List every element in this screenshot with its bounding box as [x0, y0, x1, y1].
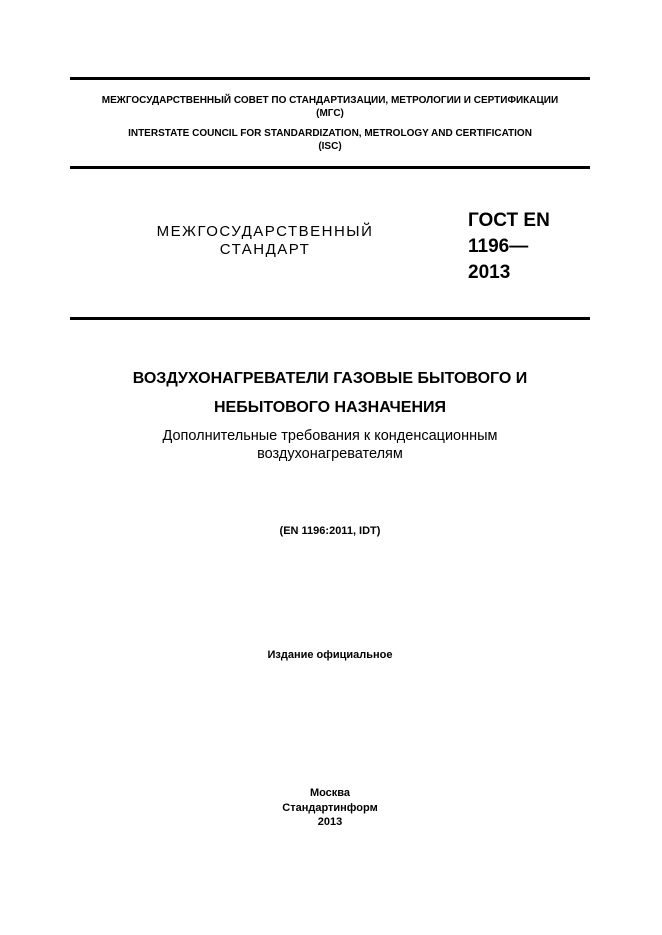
document-title: [70, 364, 590, 422]
document-subtitle: [70, 427, 590, 463]
imprint-year: 2013: [317, 816, 343, 828]
edition-label: Издание официальное: [267, 649, 393, 661]
top-rule: [70, 77, 590, 80]
council-ru-text: МЕЖГОСУДАРСТВЕННЫЙ СОВЕТ ПО СТАНДАРТИЗАЦИИ, МЕТРОЛОГИИ И СЕРТИФИКАЦИИ: [101, 95, 559, 106]
standard-kind-line1: МЕЖГОСУДАРСТВЕННЫЙ: [156, 223, 374, 240]
lower-rule: [70, 317, 590, 320]
standard-number-line3: 2013: [468, 262, 511, 283]
council-en-abbr: (ISC): [318, 141, 342, 152]
document-subtitle-line2: воздухонагревателям: [257, 446, 403, 462]
document-title-line1: ВОЗДУХОНАГРЕВАТЕЛИ ГАЗОВЫЕ БЫТОВОГО И: [132, 370, 528, 387]
imprint-publisher: Стандартинформ: [282, 801, 378, 814]
council-ru-abbr: (МГС): [316, 108, 344, 119]
standard-kind-line2: СТАНДАРТ: [219, 241, 311, 258]
imprint-city: Москва: [309, 787, 351, 799]
document-title-line2: НЕБЫТОВОГО НАЗНАЧЕНИЯ: [213, 399, 447, 416]
standard-number: [468, 208, 588, 286]
council-en-text: INTERSTATE COUNCIL FOR STANDARDIZATION, METROLOGY AND CERTIFICATION: [128, 128, 532, 139]
standard-number-line2: 1196—: [468, 236, 529, 257]
equivalence-note: (EN 1196:2011, IDT): [279, 525, 381, 537]
document-subtitle-line1: Дополнительные требования к конденсационным: [162, 428, 498, 444]
standard-kind: [130, 223, 400, 259]
standard-number-line1: ГОСТ EN: [468, 210, 550, 231]
middle-rule: [70, 166, 590, 169]
council-name-ru: [70, 94, 590, 120]
council-name-en: [70, 127, 590, 153]
imprint: [70, 786, 590, 830]
